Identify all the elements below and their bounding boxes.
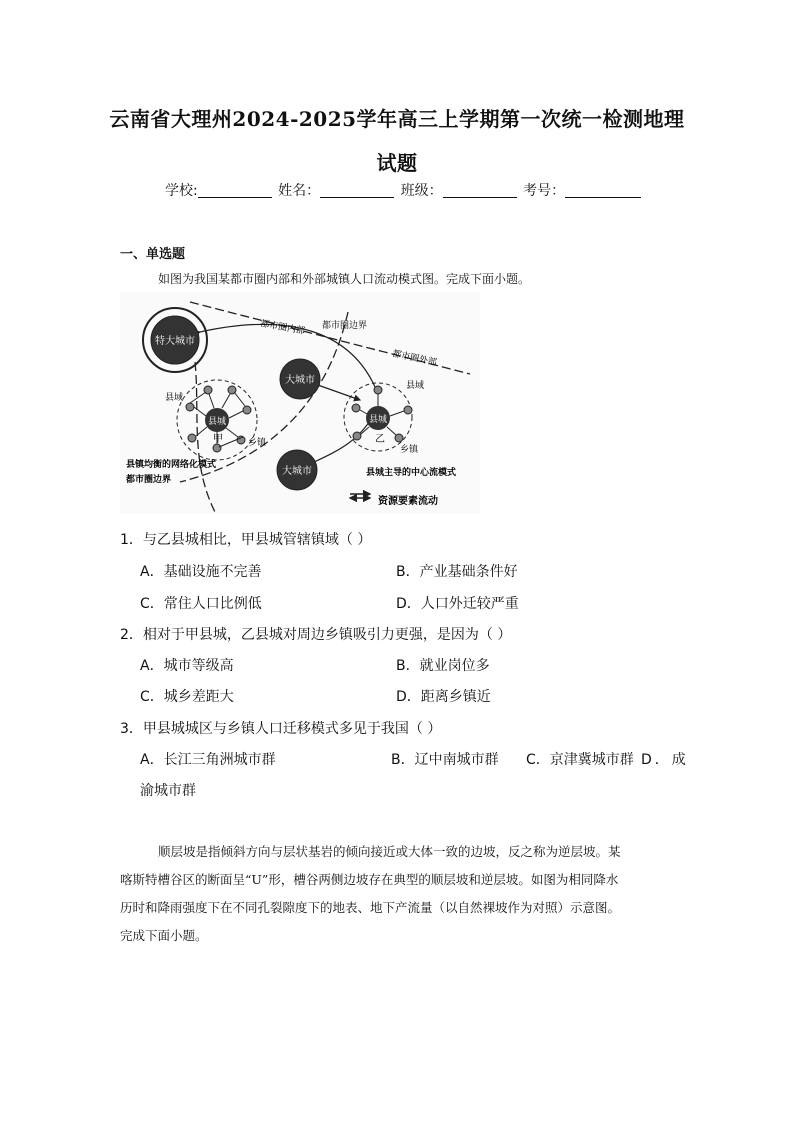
left-county-label: 县域 xyxy=(165,393,184,403)
school-blank[interactable] xyxy=(198,183,272,198)
big-city-bottom-label: 大城市 xyxy=(282,466,312,477)
left-county-city-label: 县城 xyxy=(207,417,227,427)
jia-label: 甲 xyxy=(213,434,223,445)
boundary-bottom-label: 都市圈边界 xyxy=(126,475,172,485)
student-info-row xyxy=(165,180,643,200)
q1-option-d[interactable]: D．人口外迁较严重 xyxy=(396,596,519,612)
right-town-label: 乡镇 xyxy=(400,445,419,455)
q1-option-a[interactable]: A．基础设施不完善 xyxy=(140,564,262,580)
passage-2-line-1: 顺层坡是指倾斜方向与层状基岩的倾向接近或大体一致的边坡，反之称为逆层坡。某 xyxy=(158,844,621,859)
name-blank[interactable] xyxy=(320,183,394,198)
boundary-top-label: 都市圈边界 xyxy=(322,321,368,331)
passage-2-line-3: 历时和降雨强度下在不同孔裂隙度下的地表、地下产流量（以自然裸坡作为对照）示意图。 xyxy=(120,900,621,915)
q2-option-a[interactable]: A．城市等级高 xyxy=(140,658,234,674)
section-heading: 一、单选题 xyxy=(120,247,186,262)
q3-option-d[interactable]: D．成 xyxy=(641,752,689,768)
q2-option-c[interactable]: C．城乡差距大 xyxy=(140,689,234,705)
q3-option-a[interactable]: A．长江三角洲城市群 xyxy=(140,752,276,768)
school-label: 学校: xyxy=(165,183,198,199)
yi-label: 乙 xyxy=(375,434,385,445)
page-title-line1: 云南省大理州2024-2025学年高三上学期第一次统一检测地理 xyxy=(109,107,685,131)
passage-2 xyxy=(120,838,680,950)
q3-option-c[interactable]: C．京津冀城市群 xyxy=(526,752,634,768)
left-town-label: 乡镇 xyxy=(248,438,267,448)
right-county-label: 县域 xyxy=(406,381,425,391)
question-3-stem: 3．甲县城城区与乡镇人口迁移模式多见于我国（ ） xyxy=(120,721,442,737)
question-2-stem: 2．相对于甲县城，乙县城对周边乡镇吸引力更强，是因为（ ） xyxy=(120,627,512,643)
name-label: 姓名： xyxy=(278,183,321,199)
q3-option-d-continued: 渝城市群 xyxy=(140,783,196,799)
network-mode-label: 县镇均衡的网络化模式 xyxy=(126,460,217,470)
mega-city-label: 特大城市 xyxy=(155,336,195,347)
q1-option-b[interactable]: B．产业基础条件好 xyxy=(396,564,518,580)
center-mode-label: 县城主导的中心流模式 xyxy=(366,468,457,478)
exam-no-blank[interactable] xyxy=(565,183,641,198)
q3-option-b[interactable]: B．辽中南城市群 xyxy=(391,752,499,768)
intro-text: 如图为我国某都市圈内部和外部城镇人口流动模式图。完成下面小题。 xyxy=(158,272,531,286)
inner-region-label: 都市圈内部 xyxy=(259,319,306,337)
page-title-line2: 试题 xyxy=(376,151,418,175)
class-label: 班级： xyxy=(400,183,443,199)
passage-2-line-2: 喀斯特槽谷区的断面呈“U”形，槽谷两侧边坡存在典型的顺层坡和逆层坡。如图为相同降水 xyxy=(120,872,619,887)
outer-region-label: 都市圈外部 xyxy=(391,349,438,369)
q1-option-c[interactable]: C．常住人口比例低 xyxy=(140,596,262,612)
q2-option-b[interactable]: B．就业岗位多 xyxy=(396,658,490,674)
big-city-top-label: 大城市 xyxy=(285,375,315,386)
exam-no-label: 考号： xyxy=(523,183,566,199)
q2-option-d[interactable]: D．距离乡镇近 xyxy=(396,689,491,705)
passage-2-line-4: 完成下面小题。 xyxy=(120,928,208,943)
question-1-stem: 1．与乙县城相比，甲县城管辖镇域（ ） xyxy=(120,532,372,548)
urban-flow-figure xyxy=(120,292,480,514)
legend-flow-label: 资源要素流动 xyxy=(378,496,438,507)
class-blank[interactable] xyxy=(443,183,517,198)
right-county-city-label: 县城 xyxy=(368,415,388,425)
